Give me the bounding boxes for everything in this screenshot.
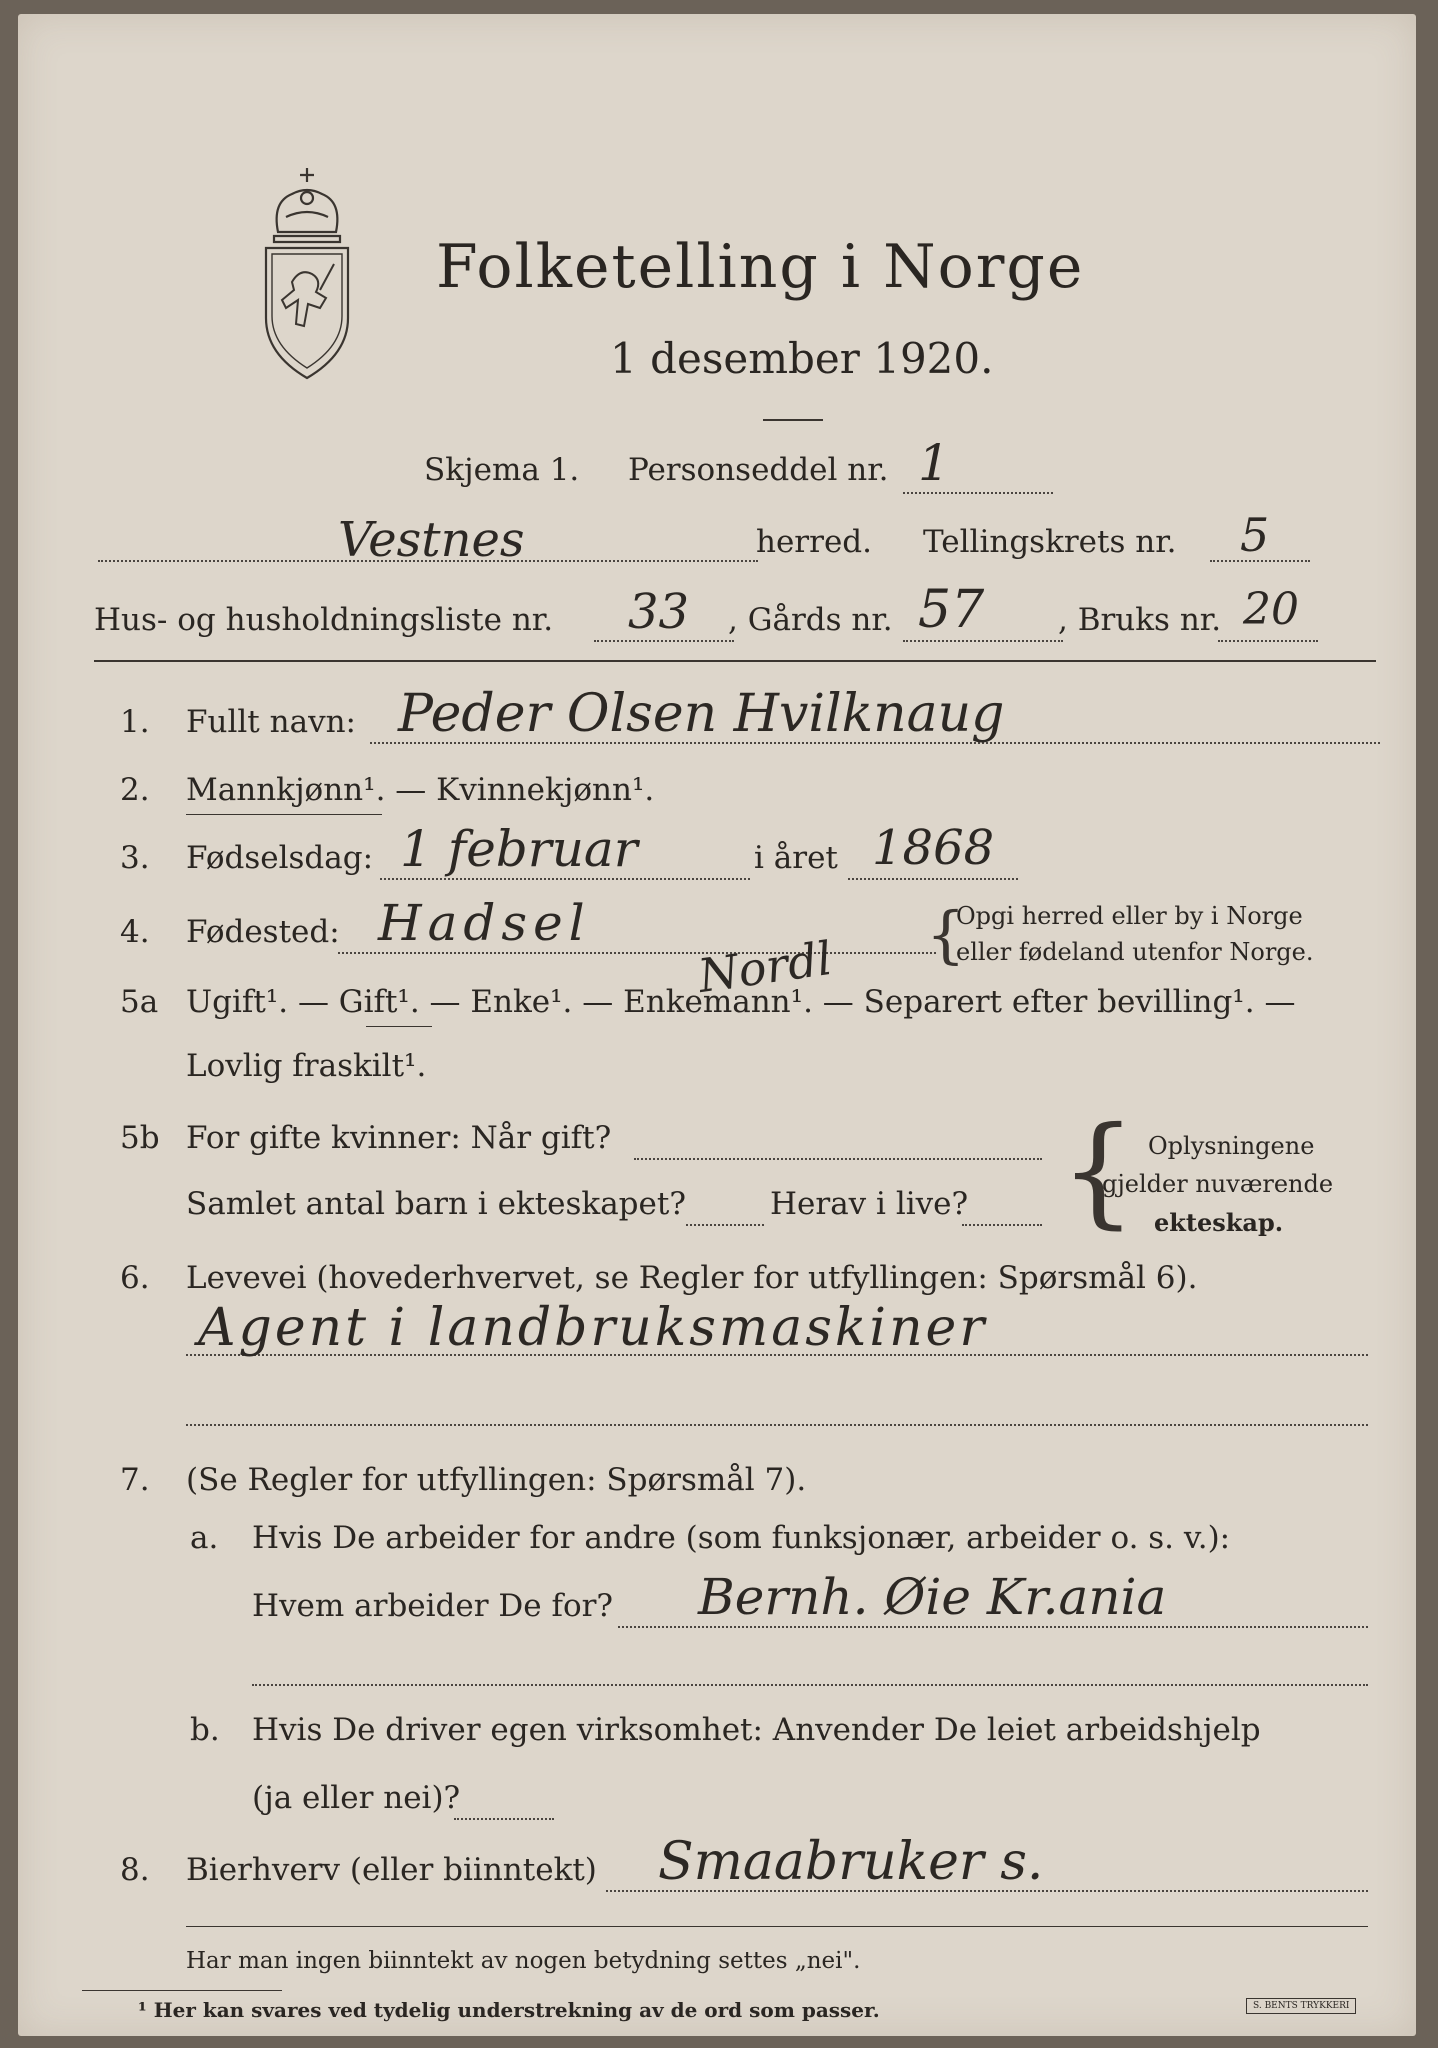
skjema-label: Skjema 1. (424, 452, 580, 488)
header-separator (94, 660, 1376, 662)
secondary-income-label: Bierhverv (eller biinntekt) (186, 1852, 597, 1888)
hired-help-label: (ja eller nei)? (252, 1780, 461, 1816)
full-name-value[interactable]: Peder Olsen Hvilknaug (398, 684, 1005, 744)
full-name-label: Fullt navn: (186, 704, 356, 740)
personseddel-label: Personseddel nr. (628, 452, 889, 488)
employer-value[interactable]: Bernh. Øie Kr.ania (698, 1568, 1167, 1626)
gards-label: , Gårds nr. (728, 602, 893, 638)
birthplace-note-2: eller fødeland utenfor Norge. (956, 938, 1314, 966)
employer-label: Hvem arbeider De for? (252, 1588, 614, 1624)
occupation-label: Levevei (hovederhvervet, se Regler for utfyllingen: Spørsmål 6). (186, 1260, 1198, 1296)
marriage-note-3: ekteskap. (1154, 1208, 1284, 1237)
birthplace-value[interactable]: Hadsel (378, 894, 591, 952)
birth-year-label: i året (754, 840, 838, 876)
gards-value[interactable]: 57 (918, 580, 985, 640)
children-total-label: Samlet antal barn i ekteskapet? (186, 1186, 686, 1222)
marital-annotation: Nordl (694, 930, 836, 1004)
birthdate-value[interactable]: 1 februar (400, 820, 638, 878)
marriage-note-1: Oplysningene (1148, 1132, 1315, 1160)
census-date: 1 desember 1920. (610, 334, 994, 383)
husholdningsliste-label: Hus- og husholdningsliste nr. (94, 602, 554, 638)
form-title: Folketelling i Norge (436, 232, 1085, 302)
census-form-sheet: Folketelling i Norge 1 desember 1920. Skjema 1. Personseddel nr. 1 Vestnes herred. Tellingskrets nr. 5 Hus- og husholdningsliste nr. 33 , Gårds nr. 57 , Bruks nr. 20 1. Fullt navn: Peder Olsen Hvilknaug 2. Mannkjønn¹. — Kvinnekjønn¹. 3. Fødselsdag: 1 februar i året 1868 4. Fødested: Hadsel { Opgi herred eller by i Norge eller fødeland utenfor Norge. 5a Ugift¹. — Gift¹. — Enke¹. — Enkemann¹. — Separert efter bevilling¹. — Nordl Lovlig fraskilt¹. 5b For gifte kvinner: Når gift? Samlet antal barn i ekteskapet? Herav i live? { Oplysningene gjelder nuværende ekteskap. 6. Levevei (hovederhvervet, se Regler for utfyllingen: Spørsmål 6). Agent i landbruksmaskiner 7. (Se Regler for utfyllingen: Spørsmål 7). a. Hvis De arbeider for andre (som funksjonær, arbeider o. s. v.): Hvem arbeider De for? Bernh. Øie Kr.ania b. Hvis De driver egen virksomhet: Anvender De leiet arbeidshjelp (ja eller nei)? 8. Bierhverv (eller biinntekt) Smaabruker s. Har man ingen biinntekt av nogen betydning settes „nei". ¹ Her kan svares ved tydelig understrekning av de ord som passer. S. BENTS TRYKKERI (18, 14, 1416, 2036)
coat-of-arms-icon (258, 162, 356, 384)
birth-year-value[interactable]: 1868 (872, 820, 995, 876)
herred-value[interactable]: Vestnes (338, 512, 525, 568)
gift-underline (366, 1026, 432, 1027)
tellingskrets-label: Tellingskrets nr. (923, 524, 1177, 560)
tellingskrets-value[interactable]: 5 (1240, 508, 1270, 562)
personseddel-value[interactable]: 1 (918, 434, 950, 492)
footer-separator (186, 1926, 1368, 1927)
footnote: ¹ Her kan svares ved tydelig understrekning av de ord som passer. (138, 1998, 880, 2022)
marriage-note-2: gjelder nuværende (1102, 1170, 1334, 1198)
marital-status-options[interactable]: Ugift¹. — Gift¹. — Enke¹. — Enkemann¹. — Separert efter bevilling¹. — (186, 984, 1296, 1020)
herred-label: herred. (756, 524, 872, 560)
mannkjonn-underline (186, 814, 382, 815)
occupation-value[interactable]: Agent i landbruksmaskiner (198, 1298, 988, 1358)
title-divider (763, 419, 823, 421)
husholdningsliste-value[interactable]: 33 (628, 584, 690, 640)
birthdate-label: Fødselsdag: (186, 840, 374, 876)
q7b-question: Hvis De driver egen virksomhet: Anvender De leiet arbeidshjelp (252, 1712, 1261, 1748)
bruks-label: , Bruks nr. (1058, 602, 1222, 638)
married-women-when-label: For gifte kvinner: Når gift? (186, 1120, 612, 1156)
printer-stamp: S. BENTS TRYKKERI (1246, 1998, 1356, 2014)
sex-options[interactable]: Mannkjønn¹. — Kvinnekjønn¹. (186, 772, 655, 808)
lovlig-fraskilt-option[interactable]: Lovlig fraskilt¹. (186, 1048, 427, 1084)
q7-heading: (Se Regler for utfyllingen: Spørsmål 7). (186, 1462, 807, 1498)
no-income-note: Har man ingen biinntekt av nogen betydning settes „nei". (186, 1948, 861, 1974)
bruks-value[interactable]: 20 (1243, 584, 1299, 635)
birthplace-label: Fødested: (186, 914, 340, 950)
q7a-question: Hvis De arbeider for andre (som funksjonær, arbeider o. s. v.): (252, 1520, 1231, 1556)
secondary-income-value[interactable]: Smaabruker s. (658, 1832, 1044, 1892)
birthplace-note-1: Opgi herred eller by i Norge (956, 902, 1303, 930)
children-alive-label: Herav i live? (770, 1186, 969, 1222)
